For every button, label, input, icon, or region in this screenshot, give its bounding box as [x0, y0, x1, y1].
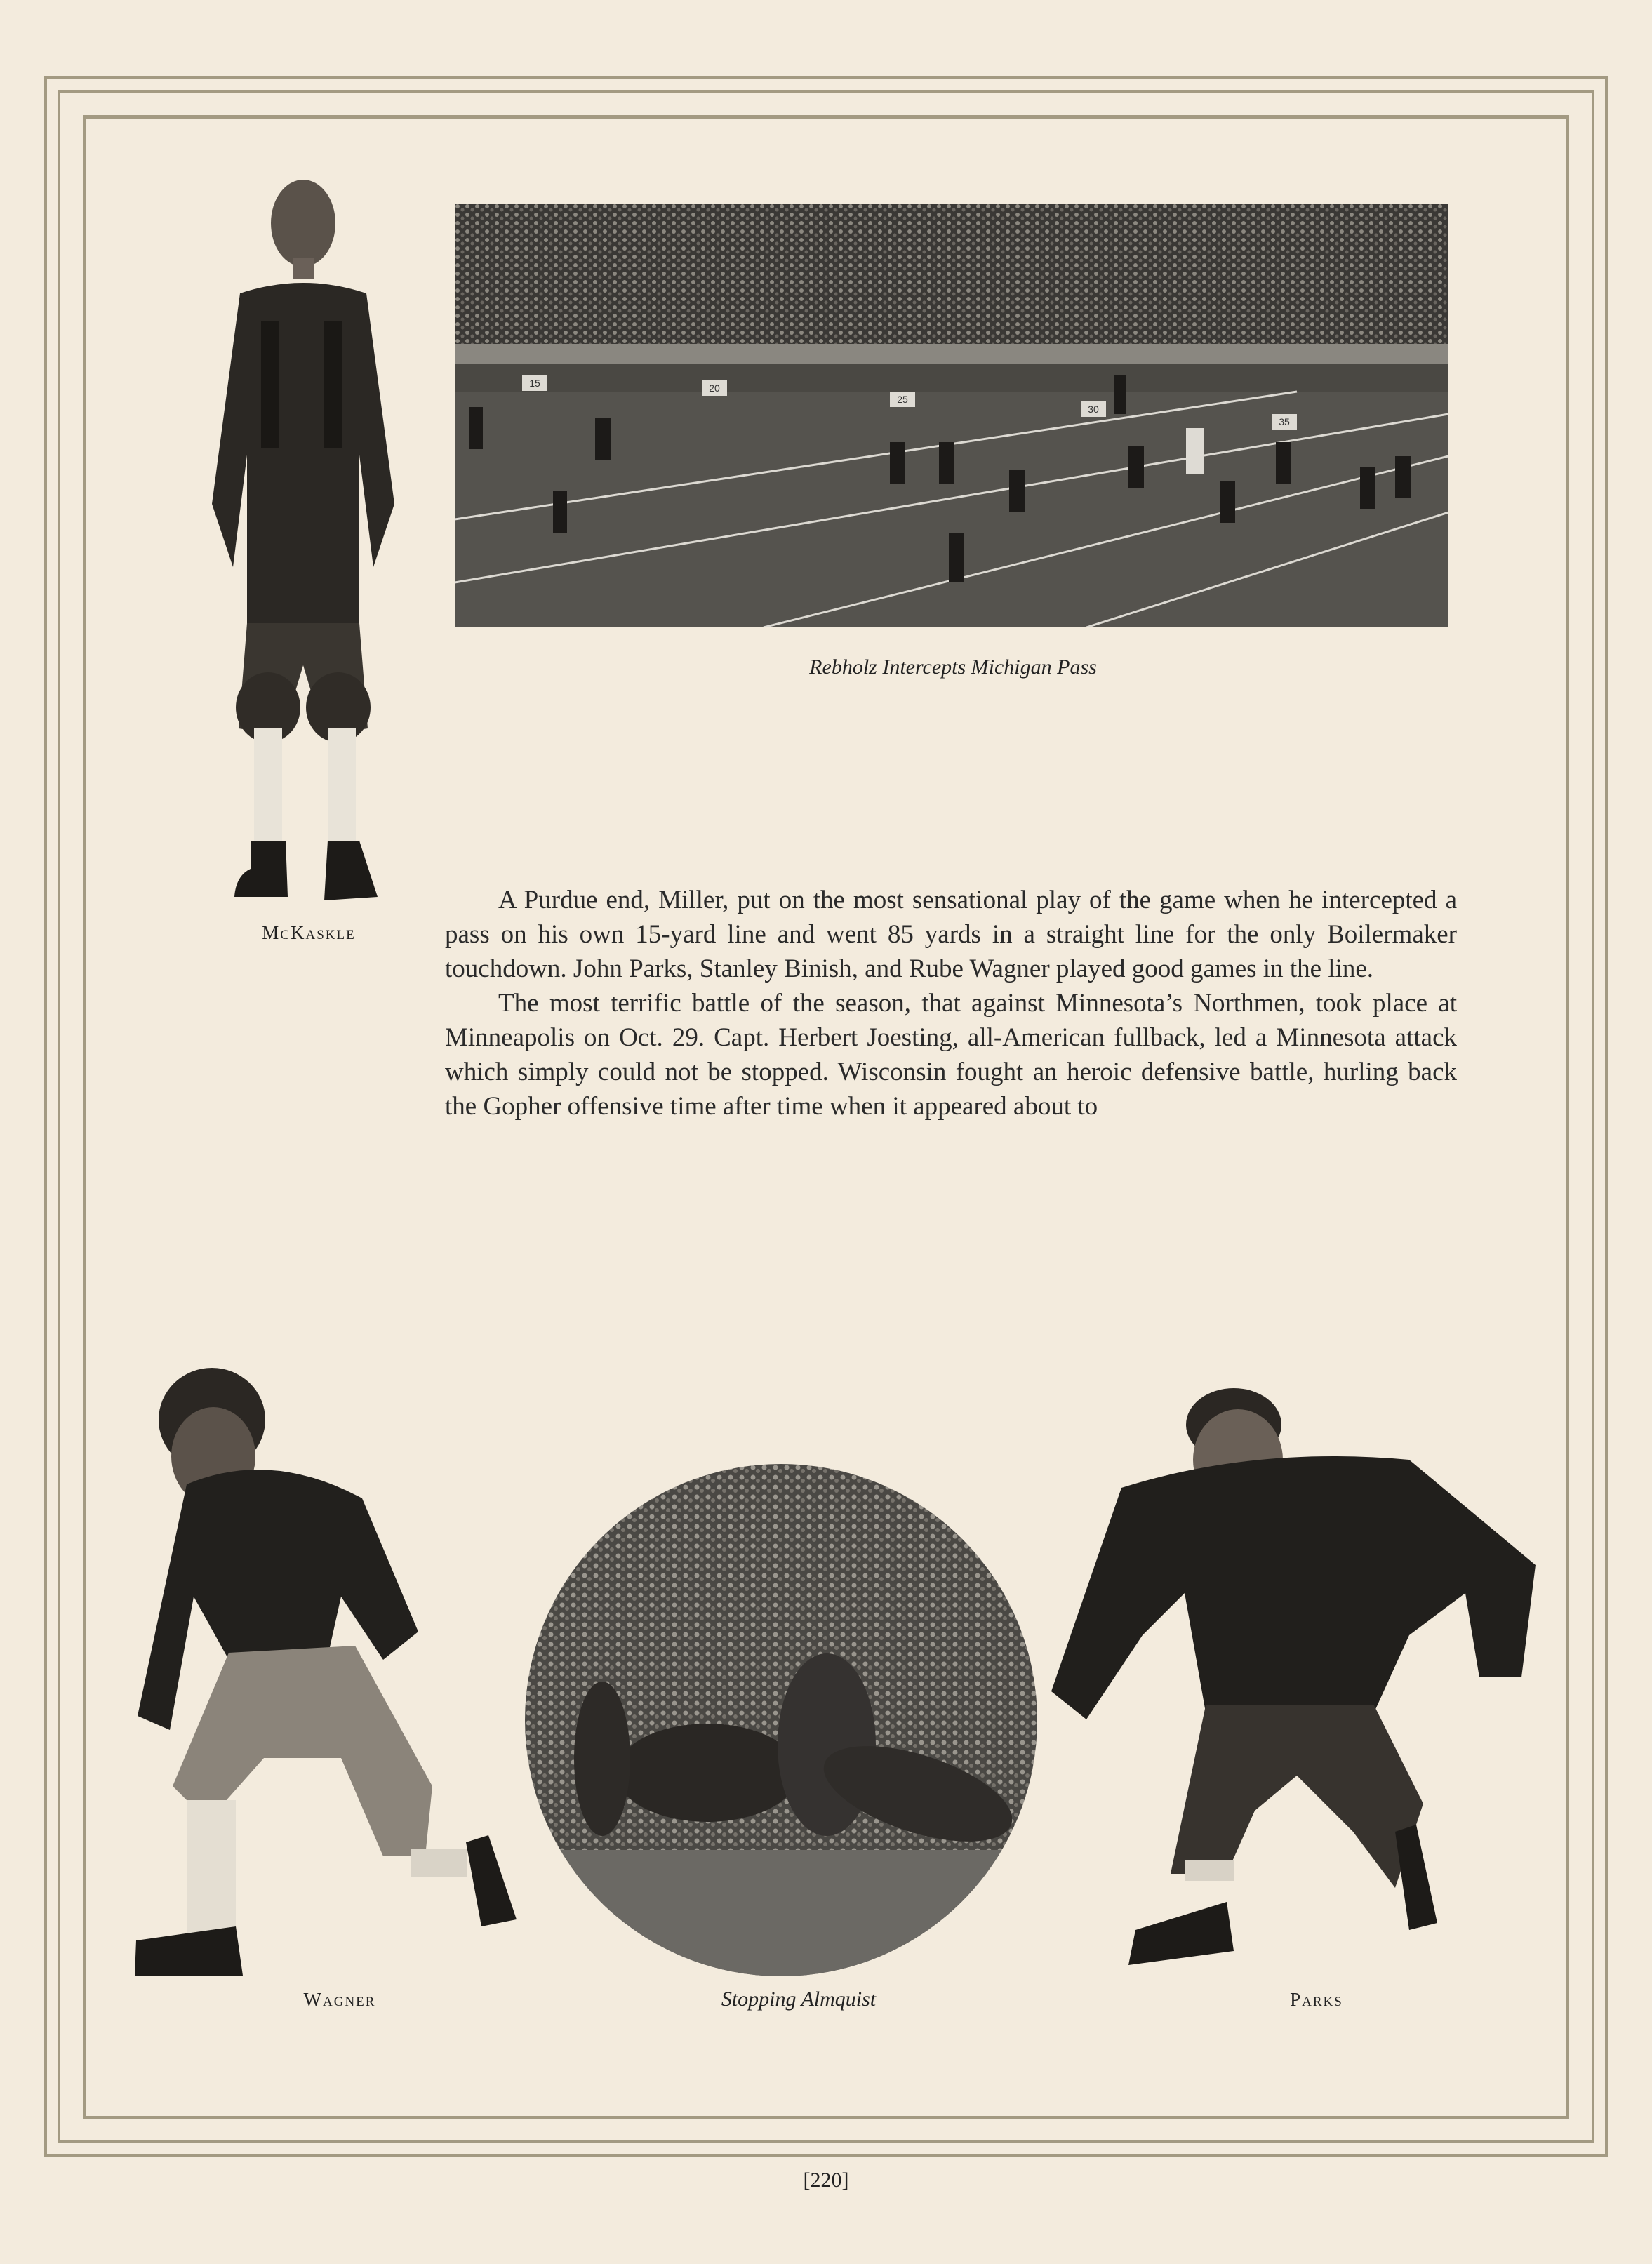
field-marker-20: 20	[702, 380, 727, 396]
almquist-photo	[525, 1464, 1037, 1976]
mckaskle-photo	[184, 174, 422, 918]
field-marker-30: 30	[1081, 401, 1106, 417]
page-number: [220]	[803, 2169, 849, 2192]
interception-caption: Rebholz Intercepts Michigan Pass	[809, 655, 1097, 679]
parks-caption: Parks	[1290, 1989, 1343, 2010]
parks-photo	[1044, 1383, 1536, 1986]
field-marker-25: 25	[890, 392, 915, 407]
article-text	[445, 883, 1457, 1124]
paragraph-2: The most terrific battle of the season, that against Minnesota’s Northmen, took place at Minneapolis on Oct. 29. Capt. Herbert Joesting, all-American fullback, led a Minnesota attack which simply could not be stopped. Wisconsin fought an heroic defensive battle, hurling back the Gopher offensive time after time when it appeared about to	[445, 989, 1457, 1121]
field-marker-15: 15	[522, 375, 547, 391]
wagner-photo	[131, 1365, 524, 1983]
field-marker-35: 35	[1272, 414, 1297, 430]
paragraph-1: A Purdue end, Miller, put on the most sensational play of the game when he intercepted a pass on his own 15-yard line and went 85 yards in a straight line for the only Boilermaker touchdown. John Parks, Stanley Binish, and Rube Wagner played good games in the line.	[445, 886, 1457, 983]
wagner-caption: Wagner	[303, 1989, 376, 2010]
mckaskle-caption: McKaskle	[262, 922, 356, 943]
interception-photo	[455, 204, 1448, 627]
almquist-caption: Stopping Almquist	[721, 1987, 877, 2011]
